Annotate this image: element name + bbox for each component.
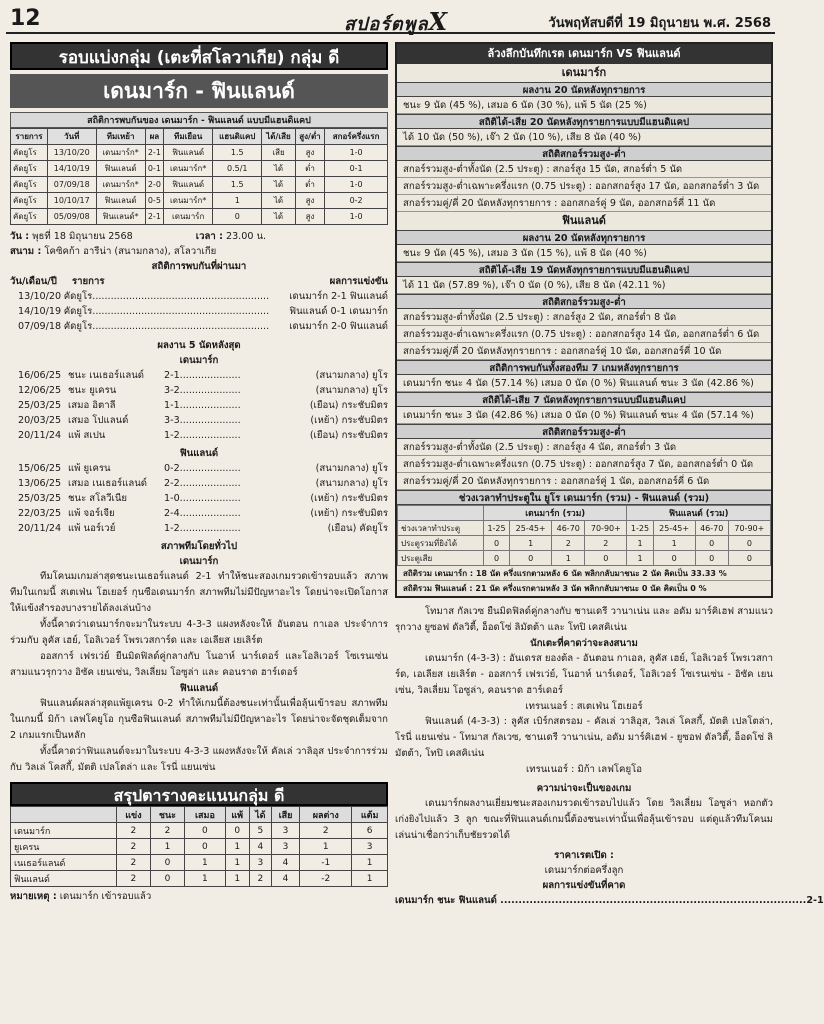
t2-ou-3: สกอร์รวมคู่/คี่ 20 นัดหลังทุกรายการ : ออกสกอร์คู่ 10 นัด, ออกสกอร์คี่ 10 นัด [397, 343, 771, 360]
past-comp: คัดยูโร.......................................................... [63, 291, 270, 302]
table-cell: 1 [225, 839, 249, 855]
stats-box-title: ล้วงลึกบันทึกเรต เดนมาร์ก VS ฟินแลนด์ [397, 44, 771, 64]
left-column [10, 42, 388, 1018]
past-meetings-header [10, 274, 388, 289]
result-opponent: แพ้ ยูเครน [68, 463, 111, 474]
table-cell: 2 [585, 536, 627, 551]
table-cell: ประตูเสีย [398, 551, 484, 566]
table-cell: 1 [150, 839, 185, 855]
result-venue: (สนามกลาง) ยูโร [315, 385, 388, 396]
table-cell: -1 [300, 855, 352, 871]
table-cell: ฟินแลนด์ [164, 177, 213, 193]
stats-team2: ฟินแลนด์ [562, 214, 606, 227]
table-cell: เดนมาร์ก [164, 209, 213, 225]
past-result: ฟินแลนด์ 0-1 เดนมาร์ก [289, 306, 388, 317]
result-date: 13/06/25 [18, 478, 62, 489]
standings-note [10, 889, 388, 904]
table-cell: ฟินแลนด์ [96, 193, 145, 209]
meet-ou-1: สกอร์รวมสูง-ต่ำทั้งนัด (2.5 ประตู) : สกอร์สูง 4 นัด, สกอร์ต่ำ 3 นัด [397, 439, 771, 456]
result-score: 2-2.................... [164, 478, 241, 489]
table-cell: 1 [185, 871, 225, 887]
table-cell: สูง [295, 209, 324, 225]
price-title: ราคาเรตเปิด : [554, 850, 614, 861]
table-cell: 0 [728, 551, 770, 566]
result-venue: (เหย้า) กระชับมิตร [310, 508, 388, 519]
list-item [10, 368, 388, 383]
table-cell: 2 [117, 823, 150, 839]
table-cell: 1-25 [627, 521, 653, 536]
table-cell: 2 [117, 855, 150, 871]
table-cell: 0 [483, 536, 509, 551]
table-cell: คัดยูโร [11, 161, 48, 177]
stats-box [395, 42, 773, 598]
table-cell: คัดยูโร [11, 145, 48, 161]
match-datetime [10, 229, 388, 244]
standings-header-row [11, 807, 388, 823]
past-result: เดนมาร์ก 2-0 ฟินแลนด์ [289, 321, 388, 332]
h2h-header-cell: ได้/เสีย [262, 129, 295, 145]
table-cell: 0 [695, 536, 728, 551]
table-cell: ประตูรวมที่ยิงได้ [398, 536, 484, 551]
table-cell: ช่วงเวลาทำประตู [398, 521, 484, 536]
table-cell: 0 [185, 839, 225, 855]
t2-handicap: ได้ 11 นัด (57.89 %), เจ๊า 0 นัด (0 %), เสีย 8 นัด (42.11 %) [397, 277, 771, 294]
past-meetings-title: สถิติการพบกันที่ผ่านมา [151, 261, 247, 272]
table-cell: 0 [150, 855, 185, 871]
result-score: 2-1.................... [164, 370, 241, 381]
right-column [395, 42, 824, 1018]
table-cell: 2 [249, 871, 271, 887]
table-cell: เดนมาร์ก* [96, 145, 145, 161]
form-title: สภาพทีมโดยทั่วไป [160, 541, 238, 552]
table-cell: 1-25 [483, 521, 509, 536]
standings-header-cell: เสีย [271, 807, 299, 823]
table-cell: ต่ำ [295, 177, 324, 193]
past-comp: คัดยูโร.......................................................... [63, 321, 270, 332]
h2h-header-cell: แฮนดิแคป [213, 129, 262, 145]
table-cell: 25-45+ [510, 521, 552, 536]
table-cell: 3 [271, 823, 299, 839]
table-cell: สูง [295, 145, 324, 161]
table-cell: 0 [483, 551, 509, 566]
table-row [398, 536, 771, 551]
table-cell: ได้ [262, 161, 295, 177]
list-item [10, 428, 388, 443]
list-item [10, 398, 388, 413]
h2h-caption: สถิติการพบกันของ เดนมาร์ก - ฟินแลนด์ แบบมีแฮนดิแคป [10, 112, 388, 128]
table-cell: ฟินแลนด์ [164, 145, 213, 161]
page-header [6, 6, 775, 34]
form-team2: ฟินแลนด์ [179, 683, 219, 694]
result-venue: (เยือน) คัดยูโร [327, 523, 388, 534]
table-cell: 1 [510, 536, 552, 551]
result-opponent: ชนะ สโลวีเนีย [68, 493, 128, 504]
last5-team1: เดนมาร์ก [179, 355, 219, 366]
result-venue: (เยือน) กระชับมิตร [309, 430, 388, 441]
table-cell: -2 [300, 871, 352, 887]
result-score: 1-1.................... [164, 400, 241, 411]
table-cell: 3 [352, 839, 388, 855]
table-cell: 2 [150, 823, 185, 839]
table-cell: 4 [271, 855, 299, 871]
result-date: 20/03/25 [18, 415, 62, 426]
table-cell: ต่ำ [295, 161, 324, 177]
table-cell: 6 [352, 823, 388, 839]
past-meetings-list [10, 289, 388, 334]
list-item [10, 461, 388, 476]
brand-x: X [428, 7, 449, 36]
past-comp: คัดยูโร.......................................................... [63, 306, 270, 317]
meet-handicap: เดนมาร์ก ชนะ 3 นัด (42.86 %) เสมอ 0 นัด (0 %) ฟินแลนด์ ชนะ 4 นัด (57.14 %) [397, 407, 771, 424]
table-cell: 0-2 [325, 193, 388, 209]
result-date: 15/06/25 [18, 463, 62, 474]
h2h-header-row [11, 129, 388, 145]
table-cell: 1 [300, 839, 352, 855]
table-cell: 70-90+ [728, 521, 770, 536]
table-cell: ฟินแลนด์ [11, 871, 117, 887]
table-cell: 3 [271, 839, 299, 855]
table-cell: 70-90+ [585, 521, 627, 536]
h2h-header-cell: ทีมเยือน [164, 129, 213, 145]
time-label: เวลา : [195, 231, 223, 242]
table-cell: เดนมาร์ก* [96, 177, 145, 193]
t1-ou-2: สกอร์รวมสูง-ต่ำเฉพาะครึ่งแรก (0.75 ประตู) : ออกสกอร์สูง 17 นัด, ออกสกอร์ต่ำ 3 นัด [397, 178, 771, 195]
table-row [398, 551, 771, 566]
comeback-note-1: สถิติรวม เดนมาร์ก : 18 นัด ครึ่งแรกตามหลัง 6 นัด พลิกกลับมาชนะ 2 นัด คิดเป็น 33.33 % [397, 566, 771, 581]
standings-banner: สรุปตารางคะแนนกลุ่ม ดี [10, 782, 388, 806]
table-cell: 1 [213, 193, 262, 209]
table-cell: 2-1 [145, 209, 164, 225]
t1-results: ชนะ 9 นัด (45 %), เสมอ 6 นัด (30 %), แพ้ 5 นัด (25 %) [397, 97, 771, 114]
h2h-header-cell: วันที่ [47, 129, 96, 145]
table-cell: 1.5 [213, 177, 262, 193]
note-label: หมายเหตุ : [10, 891, 57, 902]
coach-team1: เทรนเนอร์ : สเตเฟ่น โฮเยอร์ [525, 701, 643, 712]
prediction-label: เดนมาร์ก ชนะ ฟินแลนด์ .................................................................................... [395, 895, 807, 906]
table-cell: 2 [552, 536, 585, 551]
table-cell: 2 [117, 839, 150, 855]
table-cell: 0.5/1 [213, 161, 262, 177]
venue-label: สนาม : [10, 246, 42, 257]
table-cell: 1 [627, 551, 653, 566]
table-row [11, 161, 388, 177]
t1-ou-3: สกอร์รวมคู่/คี่ 20 นัดหลังทุกรายการ : ออกสกอร์คู่ 9 นัด, ออกสกอร์คี่ 11 นัด [397, 195, 771, 212]
result-score: 1-2.................... [164, 430, 241, 441]
list-item [10, 476, 388, 491]
table-cell: 1 [185, 855, 225, 871]
date-label: วัน : [10, 231, 30, 242]
table-cell: เนเธอร์แลนด์ [11, 855, 117, 871]
brand-logo [344, 7, 448, 38]
chance-text: เดนมาร์กผลงานเยี่ยมชนะสองเกมรวดเข้ารอบไปแล้ว โดย วิลเลี่ยม โอซูล่า หอกตัวเก่งยิงไปแล้ว 3 ลูก ขณะที่ฟินแลนด์เกมนี้ต้องชนะเท่านั้นเพื่อลุ้นเข้ารอบ แต่ดูแล้วทีมโคนมเล่นน่าเชื่อกว่าเก็บชัยรวดได้ [395, 798, 773, 841]
table-cell: 1-0 [325, 177, 388, 193]
result-score: 1-2.................... [164, 523, 241, 534]
table-cell: 46-70 [695, 521, 728, 536]
table-row [11, 855, 388, 871]
result-date: 20/11/24 [18, 430, 62, 441]
brand-name: สปอร์ตพูล [344, 14, 429, 35]
list-item [10, 304, 388, 319]
result-opponent: ชนะ เนเธอร์แลนด์ [68, 370, 145, 381]
match-date: พุธที่ 18 มิถุนายน 2568 [32, 231, 133, 242]
result-venue: (สนามกลาง) ยูโร [315, 478, 388, 489]
table-cell: 2-0 [145, 177, 164, 193]
meet-ou-title: สถิติสกอร์รวมสูง-ต่ำ [397, 424, 771, 439]
table-cell: 2 [300, 823, 352, 839]
table-cell: 5 [249, 823, 271, 839]
result-opponent: เสมอ เนเธอร์แลนด์ [68, 478, 148, 489]
t2-results: ชนะ 9 นัด (45 %), เสมอ 3 นัด (15 %), แพ้ 8 นัด (40 %) [397, 245, 771, 262]
meet-handicap-title: สถิติได้-เสีย 7 นัดหลังทุกรายการแบบมีแฮนดิแคป [397, 392, 771, 407]
table-row [11, 823, 388, 839]
t1-ou-1: สกอร์รวมสูง-ต่ำทั้งนัด (2.5 ประตู) : สกอร์สูง 15 นัด, สกอร์ต่ำ 5 นัด [397, 161, 771, 178]
match-venue [10, 244, 388, 259]
table-cell: 0-1 [325, 161, 388, 177]
result-venue: (เหย้า) กระชับมิตร [310, 493, 388, 504]
result-score: 1-0.................... [164, 493, 241, 504]
h2h-header-cell: รายการ [11, 129, 48, 145]
table-cell: 10/10/17 [47, 193, 96, 209]
note-text: เดนมาร์ก เข้ารอบแล้ว [59, 891, 152, 902]
standings-header-cell [11, 807, 117, 823]
result-date: 16/06/25 [18, 370, 62, 381]
match-time: 23.00 น. [225, 231, 267, 242]
last5-title: ผลงาน 5 นัดหลังสุด [157, 340, 241, 351]
standings-header-cell: แข่ง [117, 807, 150, 823]
table-row [11, 209, 388, 225]
result-date: 12/06/25 [18, 385, 62, 396]
table-cell: 1 [352, 871, 388, 887]
past-result: เดนมาร์ก 2-1 ฟินแลนด์ [289, 291, 388, 302]
table-cell: 07/09/18 [47, 177, 96, 193]
list-item [10, 413, 388, 428]
past-date: 13/10/20 [18, 291, 62, 302]
chance-title: ความน่าจะเป็นของเกม [536, 783, 632, 794]
t1-ou-title: สถิติสกอร์รวมสูง-ต่ำ [397, 146, 771, 161]
form-para-5: ทั้งนี้คาดว่าฟินแลนด์จะมาในระบบ 4-3-3 แผงหลังจะให้ คัลเล่ วาลิอุส ประจำการร่วมกับ วิลเล่ โคสกี้, มัตติ เปลโตล่า และ โรนี่ แยนเซ่น [10, 746, 388, 773]
table-cell: ได้ [262, 177, 295, 193]
table-cell: คัดยูโร [11, 177, 48, 193]
result-venue: (สนามกลาง) ยูโร [315, 370, 388, 381]
standings-header-cell: เสมอ [185, 807, 225, 823]
table-cell: 0 [653, 551, 695, 566]
result-date: 20/11/24 [18, 523, 62, 534]
table-cell: ฟินแลนด์ [96, 161, 145, 177]
meet-ou-3: สกอร์รวมคู่/คี่ 20 นัดหลังทุกรายการ : ออกสกอร์คู่ 1 นัด, ออกสกอร์คี่ 6 นัด [397, 473, 771, 490]
table-cell: 3 [249, 855, 271, 871]
table-row [11, 177, 388, 193]
table-cell: 1 [627, 536, 653, 551]
result-date: 25/03/25 [18, 493, 62, 504]
form-para-3: ออสการ์ เฟรเว่ย์ ยืนมิดฟิลด์คู่กลางกับ โนอาห์ นาร์เดอร์ และโอลิเวอร์ โซเรนเซ่น สามแนวรุกวาง อิซัค เยนเซ่น, วิลเลี่ยม โอซูล่า และ คอนราด ฮาร์เดอร์ [10, 651, 388, 678]
table-cell: คัดยูโร [11, 193, 48, 209]
team1-results [10, 368, 388, 443]
form-para-2: ทั้งนี้คาดว่าเดนมาร์กจะมาในระบบ 4-3-3 แผงหลังจะให้ อันตอน กาเอล ประจำการร่วมกับ ลูคัส เฮย์, โอลิเวอร์ โพรเวสการ์ด และ เอเลียส เยเลิร์ต [10, 619, 388, 646]
standings-header-cell: ผลต่าง [300, 807, 352, 823]
table-cell: 1 [352, 855, 388, 871]
standings-header-cell: แพ้ [225, 807, 249, 823]
table-cell: 14/10/19 [47, 161, 96, 177]
t1-handicap-title: สถิติได้-เสีย 20 นัดหลังทุกรายการแบบมีแฮนดิแคป [397, 114, 771, 129]
table-cell: สูง [295, 193, 324, 209]
t1-handicap: ได้ 10 นัด (50 %), เจ๊า 2 นัด (10 %), เสีย 8 นัด (40 %) [397, 129, 771, 146]
group-banner: รอบแบ่งกลุ่ม (เตะที่สโลวาเกีย) กลุ่ม ดี [10, 42, 388, 70]
result-date: 25/03/25 [18, 400, 62, 411]
t1-results-title: ผลงาน 20 นัดหลังทุกรายการ [397, 82, 771, 97]
t2-handicap-title: สถิติได้-เสีย 19 นัดหลังทุกรายการแบบมีแฮนดิแคป [397, 262, 771, 277]
table-cell: 1.5 [213, 145, 262, 161]
prediction-title: ผลการแข่งขันที่คาด [542, 880, 626, 891]
t2-results-title: ผลงาน 20 นัดหลังทุกรายการ [397, 230, 771, 245]
goal-time-team1: เดนมาร์ก (รวม) [483, 506, 626, 521]
standings-header-cell: แต้ม [352, 807, 388, 823]
last5-team2: ฟินแลนด์ [179, 448, 219, 459]
result-opponent: แพ้ จอร์เจีย [68, 508, 115, 519]
prediction-row [395, 893, 824, 908]
result-score: 2-4.................... [164, 508, 241, 519]
table-cell: 46-70 [552, 521, 585, 536]
table-cell: 0 [185, 823, 225, 839]
match-banner: เดนมาร์ก - ฟินแลนด์ [10, 74, 388, 108]
result-venue: (เยือน) กระชับมิตร [309, 400, 388, 411]
table-cell: ได้ [262, 209, 295, 225]
standings-table [10, 806, 388, 887]
table-cell: 1 [552, 551, 585, 566]
h2h-header-cell: สูง/ต่ำ [295, 129, 324, 145]
table-cell: 0 [695, 551, 728, 566]
lineup-team2: ฟินแลนด์ (4-3-3) : ลูคัส เบิร์กสตรอม - คัลเล่ วาลิอุส, วิลเล่ โคสกี้, มัตติ เปลโตล่า, โรนี่ แยนเซ่น - โทมาส กัลเวซ, ชานเดรี วานาเน่น, อดัม มาร์คิเฮฟ - ยูซอฟ ดัลวิตี้, อ็อดโซ่ ลิมัตต้า, โทปิ เคสคิเน่น [395, 716, 773, 759]
goal-time-title: ช่วงเวลาทำประตูใน ยูโร เดนมาร์ก (รวม) - ฟินแลนด์ (รวม) [397, 490, 771, 505]
table-cell: 2 [117, 871, 150, 887]
t2-ou-2: สกอร์รวมสูง-ต่ำเฉพาะครึ่งแรก (0.75 ประตู) : ออกสกอร์สูง 14 นัด, ออกสกอร์ต่ำ 6 นัด [397, 326, 771, 343]
table-cell: 2-1 [145, 145, 164, 161]
table-cell: 1 [225, 871, 249, 887]
form-para-1: ทีมโคนมเกมล่าสุดชนะเนเธอร์แลนด์ 2-1 ทำให้ชนะสองเกมรวดเข้ารอบแล้ว สภาพทีมในเกมนี้ สเตเฟ่น โฮเยอร์ กุนซือเดนมาร์ก สภาพทีมไม่มีปัญหาอะไร โดยน่าจะเปิดโอกาสให้แข้งสำรองบางรายได้ลงเล่นบ้าง [10, 571, 388, 614]
past-head-comp: รายการ [72, 276, 105, 287]
table-cell: 0 [225, 823, 249, 839]
goal-time-blank [398, 506, 484, 521]
result-opponent: เสมอ โปแลนด์ [68, 415, 129, 426]
past-head-date: วัน/เดือน/ปี [10, 276, 57, 287]
standings-header-cell: ได้ [249, 807, 271, 823]
table-cell: เดนมาร์ก* [164, 161, 213, 177]
table-cell: 05/09/08 [47, 209, 96, 225]
stats-team1: เดนมาร์ก [561, 66, 607, 79]
table-cell: 0 [510, 551, 552, 566]
table-cell: เดนมาร์ก [11, 823, 117, 839]
table-cell: 4 [271, 871, 299, 887]
table-cell: ได้ [262, 193, 295, 209]
result-score: 0-2.................... [164, 463, 241, 474]
table-row [11, 193, 388, 209]
t2-ou-title: สถิติสกอร์รวมสูง-ต่ำ [397, 294, 771, 309]
form-para-4: ฟินแลนด์ผลล่าสุดแพ้ยูเครน 0-2 ทำให้เกมนี้ต้องชนะเท่านั้นเพื่อลุ้นเข้ารอบ สภาพทีมในเกมนี้ มิก้า เลฟโคยูโอ กุนซือฟินแลนด์ สภาพทีมไม่มีปัญหาอะไร โดยน่าจะจัดชุดเต็มจาก 2 เกมแรกเป็นหลัก [10, 698, 388, 741]
lineup-team1: เดนมาร์ก (4-3-3) : อันเดรส ยองต้ล - อันตอน กาเอล, ลูคัส เฮย์, โอลิเวอร์ โพรเวสการ์ด, เอเลียส เยเลิร์ต - ออสการ์ เฟรเว่ย์, โนอาห์ นาร์เดอร์, โอลิเวอร์ โซเรนเซ่น - อิซัค เยนเซ่น, วิลเลี่ยม โอซูล่า, คอนราด ฮาร์เดอร์ [395, 653, 773, 696]
result-venue: (เหย้า) กระชับมิตร [310, 415, 388, 426]
meet-title: สถิติการพบกันทั้งสองทีม 7 เกมหลังทุกรายการ [397, 360, 771, 375]
table-cell: 25-45+ [653, 521, 695, 536]
table-cell: เสีย [262, 145, 295, 161]
list-item [10, 383, 388, 398]
table-cell: 0 [213, 209, 262, 225]
list-item [10, 289, 388, 304]
h2h-header-cell: สกอร์ครึ่งแรก [325, 129, 388, 145]
result-opponent: เสมอ อิตาลี [68, 400, 116, 411]
past-date: 14/10/19 [18, 306, 62, 317]
list-item [10, 521, 388, 536]
list-item [10, 506, 388, 521]
goal-time-team2: ฟินแลนด์ (รวม) [627, 506, 771, 521]
venue-value: โคซิคก้า อารีน่า (สนามกลาง), สโลวาเกีย [44, 246, 217, 257]
t2-ou-1: สกอร์รวมสูง-ต่ำทั้งนัด (2.5 ประตู) : สกอร์สูง 2 นัด, สกอร์ต่ำ 8 นัด [397, 309, 771, 326]
table-cell: เดนมาร์ก* [164, 193, 213, 209]
table-cell: 1 [225, 855, 249, 871]
list-item [10, 319, 388, 334]
h2h-header-cell: ทีมเหย้า [96, 129, 145, 145]
table-cell: 1 [653, 536, 695, 551]
lineup-title: นักเตะที่คาดว่าจะลงสนาม [530, 638, 638, 649]
table-cell: 0-1 [145, 161, 164, 177]
result-date: 22/03/25 [18, 508, 62, 519]
table-cell: 1-0 [325, 145, 388, 161]
table-row [11, 871, 388, 887]
issue-date: วันพฤหัสบดีที่ 19 มิถุนายน พ.ศ. 2568 [548, 16, 771, 31]
past-head-result: ผลการแข่งขัน [329, 276, 388, 287]
result-score: 3-2.................... [164, 385, 241, 396]
table-cell: ยูเครน [11, 839, 117, 855]
standings-header-cell: ชนะ [150, 807, 185, 823]
result-opponent: แพ้ สเปน [68, 430, 106, 441]
comeback-note-2: สถิติรวม ฟินแลนด์ : 21 นัด ครึ่งแรกตามหลัง 3 นัด พลิกกลับมาชนะ 0 นัด คิดเป็น 0 % [403, 584, 707, 593]
table-cell: 13/10/20 [47, 145, 96, 161]
result-score: 3-3.................... [164, 415, 241, 426]
h2h-header-cell: ผล [145, 129, 164, 145]
page-number: 12 [10, 6, 41, 31]
result-venue: (สนามกลาง) ยูโร [315, 463, 388, 474]
goal-time-table [397, 505, 771, 566]
list-item [10, 491, 388, 506]
table-row [11, 839, 388, 855]
table-cell: คัดยูโร [11, 209, 48, 225]
table-cell: 0 [150, 871, 185, 887]
table-cell: 0 [728, 536, 770, 551]
team2-results [10, 461, 388, 536]
table-cell: 0-5 [145, 193, 164, 209]
table-cell: 0 [585, 551, 627, 566]
coach-team2: เทรนเนอร์ : มิก้า เลฟโคยูโอ [525, 764, 643, 775]
prediction-score: 2-1 [806, 895, 824, 906]
table-cell: 1-0 [325, 209, 388, 225]
meet-ou-2: สกอร์รวมสูง-ต่ำเฉพาะครึ่งแรก (0.75 ประตู) : ออกสกอร์สูง 7 นัด, ออกสกอร์ต่ำ 0 นัด [397, 456, 771, 473]
result-opponent: ชนะ ยูเครน [68, 385, 117, 396]
table-row [11, 145, 388, 161]
h2h-table [10, 128, 388, 225]
table-row [398, 521, 771, 536]
past-date: 07/09/18 [18, 321, 62, 332]
result-opponent: แพ้ นอร์เวย์ [68, 523, 116, 534]
form-team1: เดนมาร์ก [179, 556, 219, 567]
meet-value: เดนมาร์ก ชนะ 4 นัด (57.14 %) เสมอ 0 นัด (0 %) ฟินแลนด์ ชนะ 3 นัด (42.86 %) [397, 375, 771, 392]
table-cell: ฟินแลนด์* [96, 209, 145, 225]
right-para-1: โทมาส กัลเวซ ยืนมิดฟิลด์คู่กลางกับ ชานเดรี วานาเน่น และ อดัม มาร์คิเฮฟ สามแนวรุกวาง ยูซอฟ ดัลวิตี้, อ็อดโซ่ ลิมัตต้า และ โทปิ เคสคิเน่น [395, 606, 773, 633]
price-value: เดนมาร์กต่อครึ่งลูก [544, 865, 624, 876]
table-cell: 4 [249, 839, 271, 855]
